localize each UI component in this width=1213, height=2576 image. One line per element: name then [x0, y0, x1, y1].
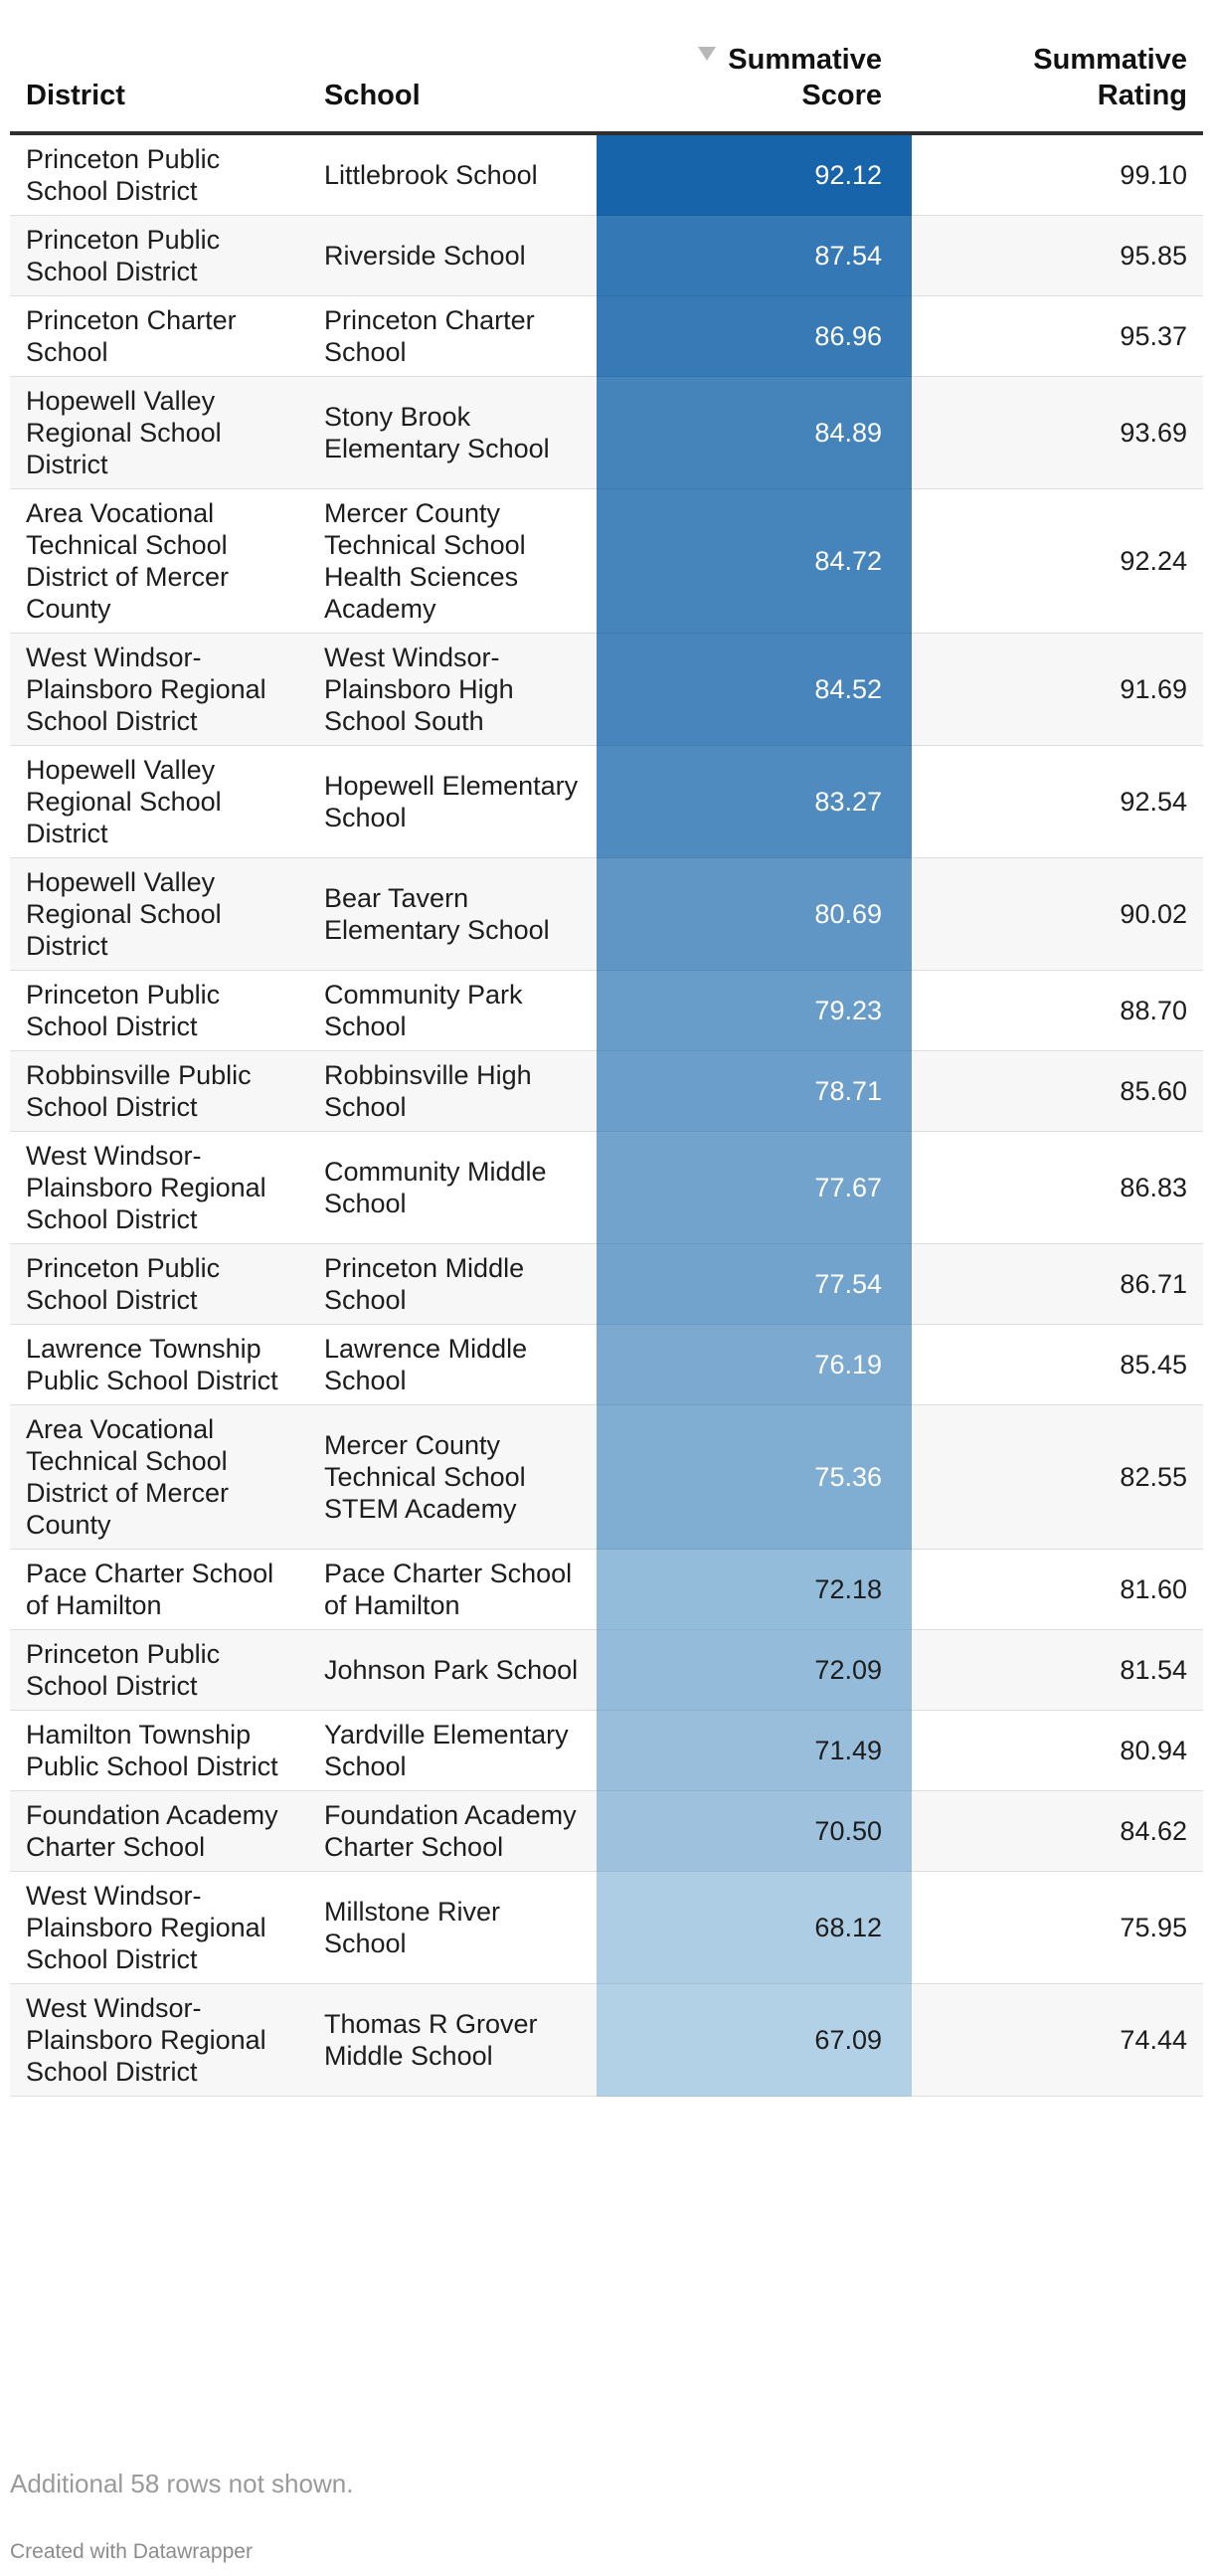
- summative-rating-cell: 91.69: [912, 634, 1203, 746]
- table-row: [10, 1984, 1203, 2097]
- summative-rating-cell: 81.60: [912, 1550, 1203, 1630]
- summative-score-cell: 84.72: [597, 489, 912, 634]
- summative-score-cell: 78.71: [597, 1051, 912, 1132]
- summative-rating-cell: 86.71: [912, 1244, 1203, 1325]
- rating-header-line1: Summative: [1033, 44, 1187, 76]
- summative-score-cell: 72.09: [597, 1630, 912, 1711]
- district-cell: Area Vocational Technical School District of Mercer County: [10, 1405, 308, 1550]
- summative-score-cell: 72.18: [597, 1550, 912, 1630]
- district-cell: Foundation Academy Charter School: [10, 1791, 308, 1872]
- schools-table: [10, 0, 1203, 2097]
- school-cell: Princeton Middle School: [308, 1244, 597, 1325]
- summative-rating-cell: 75.95: [912, 1872, 1203, 1984]
- summative-score-cell: 75.36: [597, 1405, 912, 1550]
- summative-rating-cell: 90.02: [912, 858, 1203, 971]
- school-cell: Community Park School: [308, 971, 597, 1051]
- school-cell: Stony Brook Elementary School: [308, 377, 597, 489]
- header-row: [10, 0, 1203, 133]
- table-row: [10, 489, 1203, 634]
- footnote: Additional 58 rows not shown.: [10, 2469, 354, 2498]
- summative-score-cell: 77.54: [597, 1244, 912, 1325]
- summative-score-cell: 70.50: [597, 1791, 912, 1872]
- summative-score-cell: 84.52: [597, 634, 912, 746]
- table-row: [10, 1325, 1203, 1405]
- district-cell: Princeton Public School District: [10, 1630, 308, 1711]
- district-cell: Lawrence Township Public School District: [10, 1325, 308, 1405]
- table-row: [10, 216, 1203, 296]
- table-row: [10, 296, 1203, 377]
- summative-score-cell: 84.89: [597, 377, 912, 489]
- district-cell: West Windsor-Plainsboro Regional School District: [10, 1872, 308, 1984]
- district-cell: Princeton Public School District: [10, 971, 308, 1051]
- school-cell: Yardville Elementary School: [308, 1711, 597, 1791]
- district-cell: Hopewell Valley Regional School District: [10, 746, 308, 858]
- summative-score-cell: 71.49: [597, 1711, 912, 1791]
- column-header-school[interactable]: [308, 0, 597, 133]
- column-header-summative-rating[interactable]: [912, 0, 1203, 133]
- summative-rating-cell: 92.54: [912, 746, 1203, 858]
- table-row: [10, 1711, 1203, 1791]
- summative-score-cell: 79.23: [597, 971, 912, 1051]
- table-row: [10, 1791, 1203, 1872]
- table-row: [10, 634, 1203, 746]
- summative-rating-cell: 95.85: [912, 216, 1203, 296]
- school-cell: Littlebrook School: [308, 133, 597, 216]
- score-header-line2: Score: [801, 80, 882, 111]
- table-row: [10, 1550, 1203, 1630]
- school-cell: Johnson Park School: [308, 1630, 597, 1711]
- summative-score-cell: 76.19: [597, 1325, 912, 1405]
- table-header: [10, 0, 1203, 133]
- district-cell: West Windsor-Plainsboro Regional School District: [10, 634, 308, 746]
- school-cell: Hopewell Elementary School: [308, 746, 597, 858]
- table-row: [10, 746, 1203, 858]
- district-cell: Hamilton Township Public School District: [10, 1711, 308, 1791]
- school-cell: Foundation Academy Charter School: [308, 1791, 597, 1872]
- table-body: [10, 133, 1203, 2097]
- district-cell: Hopewell Valley Regional School District: [10, 858, 308, 971]
- table-row: [10, 1244, 1203, 1325]
- sort-descending-icon: [698, 47, 716, 61]
- district-cell: West Windsor-Plainsboro Regional School District: [10, 1984, 308, 2097]
- summative-rating-cell: 86.83: [912, 1132, 1203, 1244]
- school-cell: Thomas R Grover Middle School: [308, 1984, 597, 2097]
- score-header-line1: Summative: [728, 44, 882, 76]
- column-header-district[interactable]: [10, 0, 308, 133]
- summative-rating-cell: 85.45: [912, 1325, 1203, 1405]
- school-cell: Riverside School: [308, 216, 597, 296]
- summative-rating-cell: 93.69: [912, 377, 1203, 489]
- rating-header-line2: Rating: [1097, 80, 1187, 111]
- table-row: [10, 1051, 1203, 1132]
- district-cell: Princeton Public School District: [10, 1244, 308, 1325]
- district-cell: Hopewell Valley Regional School District: [10, 377, 308, 489]
- district-cell: Robbinsville Public School District: [10, 1051, 308, 1132]
- district-cell: Princeton Charter School: [10, 296, 308, 377]
- district-cell: Princeton Public School District: [10, 133, 308, 216]
- summative-score-cell: 92.12: [597, 133, 912, 216]
- summative-rating-cell: 85.60: [912, 1051, 1203, 1132]
- table-row: [10, 1405, 1203, 1550]
- district-cell: Princeton Public School District: [10, 216, 308, 296]
- table-row: [10, 133, 1203, 216]
- summative-rating-cell: 95.37: [912, 296, 1203, 377]
- summative-rating-cell: 82.55: [912, 1405, 1203, 1550]
- table-row: [10, 377, 1203, 489]
- summative-rating-cell: 88.70: [912, 971, 1203, 1051]
- summative-rating-cell: 81.54: [912, 1630, 1203, 1711]
- school-cell: Community Middle School: [308, 1132, 597, 1244]
- table-container: [10, 0, 1203, 2097]
- summative-rating-cell: 80.94: [912, 1711, 1203, 1791]
- column-header-summative-score[interactable]: [597, 0, 912, 133]
- summative-score-cell: 86.96: [597, 296, 912, 377]
- school-cell: Millstone River School: [308, 1872, 597, 1984]
- school-cell: Robbinsville High School: [308, 1051, 597, 1132]
- school-cell: Lawrence Middle School: [308, 1325, 597, 1405]
- district-cell: West Windsor-Plainsboro Regional School District: [10, 1132, 308, 1244]
- school-cell: Princeton Charter School: [308, 296, 597, 377]
- summative-rating-cell: 84.62: [912, 1791, 1203, 1872]
- school-cell: Mercer County Technical School Health Sciences Academy: [308, 489, 597, 634]
- summative-rating-cell: 74.44: [912, 1984, 1203, 2097]
- summative-rating-cell: 99.10: [912, 133, 1203, 216]
- credit: Created with Datawrapper: [10, 2540, 253, 2563]
- summative-score-cell: 68.12: [597, 1872, 912, 1984]
- district-header-label: District: [26, 80, 125, 111]
- summative-score-cell: 80.69: [597, 858, 912, 971]
- school-cell: Mercer County Technical School STEM Academy: [308, 1405, 597, 1550]
- school-header-label: School: [324, 80, 421, 111]
- table-row: [10, 858, 1203, 971]
- table-row: [10, 971, 1203, 1051]
- table-row: [10, 1872, 1203, 1984]
- summative-score-cell: 87.54: [597, 216, 912, 296]
- district-cell: Pace Charter School of Hamilton: [10, 1550, 308, 1630]
- summative-score-cell: 67.09: [597, 1984, 912, 2097]
- school-cell: Pace Charter School of Hamilton: [308, 1550, 597, 1630]
- summative-rating-cell: 92.24: [912, 489, 1203, 634]
- school-cell: West Windsor-Plainsboro High School South: [308, 634, 597, 746]
- table-row: [10, 1132, 1203, 1244]
- table-row: [10, 1630, 1203, 1711]
- summative-score-cell: 83.27: [597, 746, 912, 858]
- district-cell: Area Vocational Technical School District of Mercer County: [10, 489, 308, 634]
- summative-score-cell: 77.67: [597, 1132, 912, 1244]
- school-cell: Bear Tavern Elementary School: [308, 858, 597, 971]
